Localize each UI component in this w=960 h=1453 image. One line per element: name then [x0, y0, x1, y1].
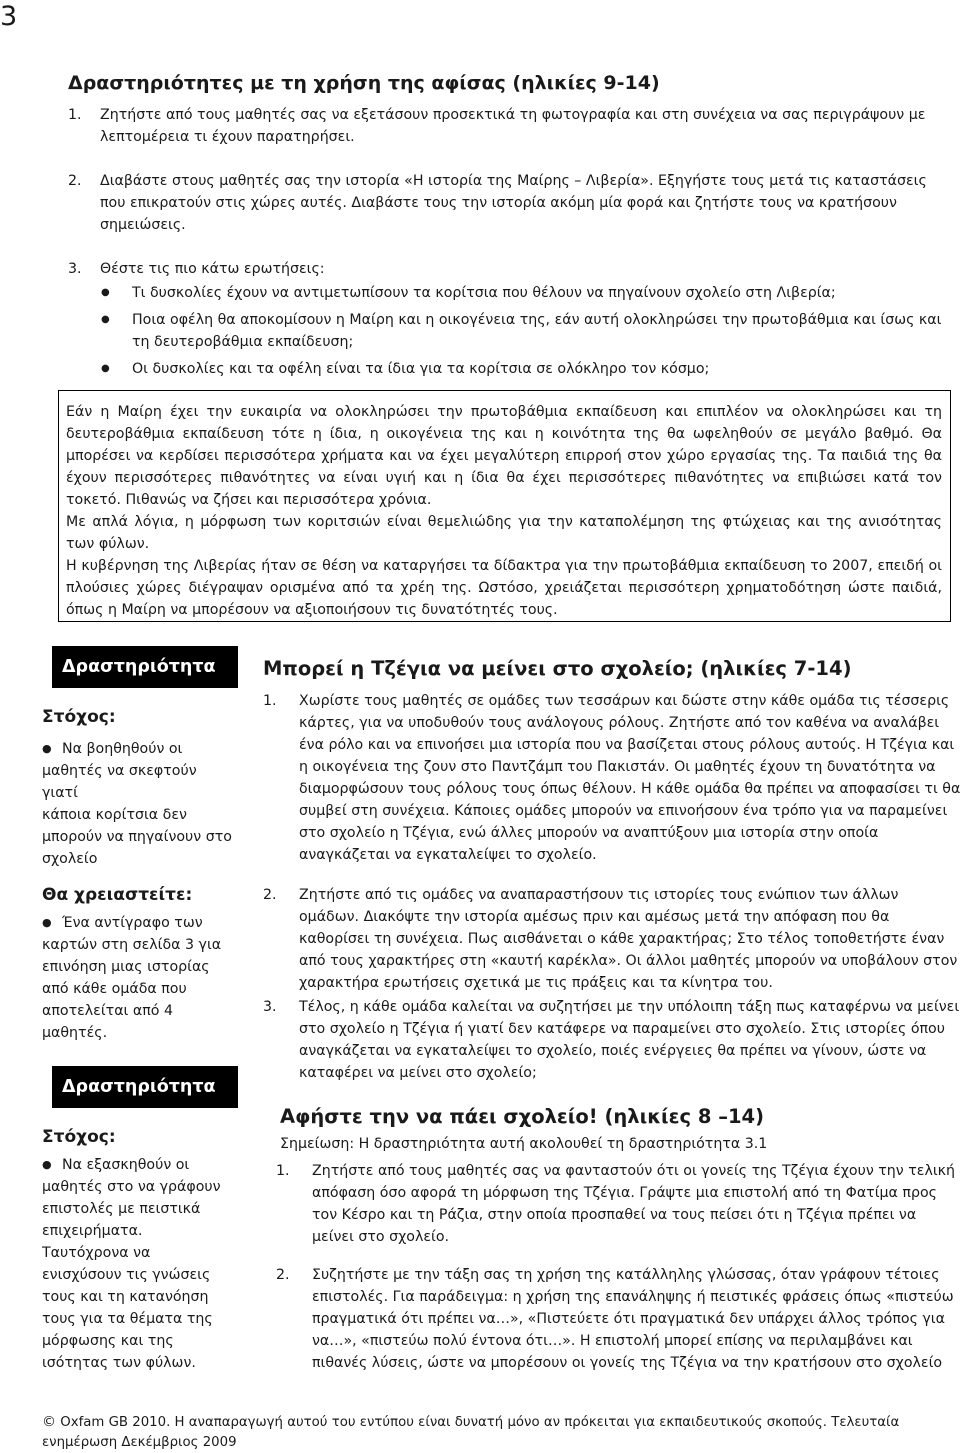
info-box	[58, 390, 951, 622]
item-number: 3.	[68, 261, 82, 277]
info-paragraph: Με απλά λόγια, η μόρφωση των κοριτσιών είναι θεμελιώδης για την καταπολέμηση της φτώχειας και της ανισότητας των φύλων.	[66, 514, 942, 552]
list-item	[68, 170, 952, 236]
list-item	[68, 104, 952, 148]
needs-heading: Θα χρειαστείτε:	[42, 885, 193, 905]
item-number: 3.	[263, 999, 277, 1015]
item-text: Τέλος, η κάθε ομάδα καλείται να συζητήσει με την υπόλοιπη τάξη πως καταφέρνω να μείνει στο σχολείο η Τζέγια ή γιατί δεν κατάφερε να παραμείνει στο σχολείο. Στις ιστορίες όπου αναγκάζεται να εγκαταλείψει το σχολείο, ποιές ενέργειες θα πρέπει να γίνουν, ώστε να καταφέρει να μείνει στο σχολείο;	[299, 999, 960, 1081]
item-text: Ζητήστε από τους μαθητές σας να φανταστούν ότι οι γονείς της Τζέγια έχουν την τελική απόφαση όσο αφορά τη μόρφωση της Τζέγια. Γράψτε μια επιστολή από τη Φατίμα προς τον Κέσρο και τη Ράζια, στην οποία προσπαθεί να τους πείσει ότι η Τζέγια πρέπει να μείνει στο σχολείο.	[312, 1163, 955, 1245]
goal-heading: Στόχος:	[42, 707, 116, 727]
goal-item: ● Να εξασκηθούν οι μαθητές στο να γράφουν επιστολές με πειστικά επιχειρήματα. Ταυτόχρονα να ενισχύσουν τις γνώσεις τους και τη κατανόηση τους για τα θέματα της μόρφωσης και της ισότητας των φύλων.	[42, 1154, 242, 1374]
list-item	[263, 690, 960, 866]
needs-item: ● Ένα αντίγραφο των καρτών στη σελίδα 3 για επινόηση μιας ιστορίας από κάθε ομάδα που αποτελείται από 4 μαθητές.	[42, 912, 232, 1044]
item-number: 2.	[263, 887, 277, 903]
list-item	[263, 996, 960, 1084]
question-item: ● Ποια οφέλη θα αποκομίσουν η Μαίρη και η οικογένεια της, εάν αυτή ολοκληρώσει την πρωτοβάθμια και ίσως και τη δευτεροβάθμια εκπαίδευση;	[100, 309, 952, 353]
item-number: 1.	[263, 693, 277, 709]
bullet-icon: ●	[42, 742, 52, 755]
page-number: 3	[0, 1, 18, 32]
footer	[42, 1412, 952, 1453]
activity-title: Αφήστε την να πάει σχολείο! (ηλικίες 8 –14)	[280, 1105, 765, 1128]
goal-item: ● Να βοηθηθούν οι μαθητές να σκεφτούν γιατί κάποια κορίτσια δεν μπορούν να πηγαίνουν στο σχολείο	[42, 738, 232, 870]
activity-note: Σημείωση: Η δραστηριότητα αυτή ακολουθεί τη δραστηριότητα 3.1	[280, 1136, 768, 1152]
section-heading: Δραστηριότητες με τη χρήση της αφίσας (ηλικίες 9-14)	[68, 72, 660, 94]
item-text: Χωρίστε τους μαθητές σε ομάδες των τεσσάρων και δώστε στην κάθε ομάδα τις τέσσερις κάρτες, για να υποδυθούν τους ανάλογους ρόλους. Ζητήστε από τον καθένα να αναλάβει ένα ρόλο και να επινοήσει μια ιστορία που να βασίζεται στους ρόλους αυτούς. Η Τζέγια και η οικογένεια της ζουν στο Παντζάμπ του Πακιστάν. Οι μαθητές έχουν τη δυνατότητα να διαμορφώσουν τους ρόλους τους όπως θέλουν. Η κάθε ομάδα θα πρέπει να αποφασίσει τι θα συμβεί στη συνέχεια. Κάποιες ομάδες μπορούν να επινοήσουν ένα τρόπο για να παραμείνει στο σχολείο η Τζέγια, ενώ άλλες μπορούν να αναπτύξουν μια ιστορία στην οποία αναγκάζεται να εγκαταλείψει το σχολείο.	[299, 693, 960, 863]
copyright-icon: ©	[42, 1414, 56, 1430]
bullet-icon: ●	[42, 1158, 52, 1171]
footer-text: Oxfam GB 2010. Η αναπαραγωγή αυτού του εντύπου είναι δυνατή μόνο αν πρόκειται για εκπαιδευτικούς σκοπούς. Τελευταία ενημέρωση Δεκέμβριος 2009	[42, 1415, 900, 1450]
list-item	[263, 884, 960, 994]
activity-title: Μπορεί η Τζέγια να μείνει στο σχολείο; (ηλικίες 7-14)	[263, 657, 852, 680]
item-number: 2.	[276, 1267, 290, 1283]
item-text: Συζητήστε με την τάξη σας τη χρήση της κατάλληλης γλώσσας, όταν γράφουν τέτοιες επιστολές. Για παράδειγμα: η χρήση της επανάληψης ή πειστικές φράσεις όπως «πιστεύω πραγματικά ότι πρέπει να…», «Πιστεύετε ότι πραγματικά δεν υπάρχει άλλος τρόπος για να…», «πιστεύω πολύ έντονα ότι…». Η επιστολή μπορεί επίσης να περιλαμβάνει και πιθανές λύσεις, ώστε να μπορέσουν οι γονείς της Τζέγια να την κρατήσουν στο σχολείο	[312, 1267, 954, 1371]
question-list	[100, 282, 952, 385]
item-number: 1.	[276, 1163, 290, 1179]
activity-sidebar	[42, 706, 232, 1044]
bullet-icon: ●	[42, 916, 52, 929]
goal-heading: Στόχος:	[42, 1127, 116, 1147]
question-item: ● Τι δυσκολίες έχουν να αντιμετωπίσουν τα κορίτσια που θέλουν να πηγαίνουν σχολείο στη Λιβερία;	[100, 282, 952, 304]
activity-sidebar	[42, 1126, 242, 1374]
item-text: Ζητήστε από τους μαθητές σας να εξετάσουν προσεκτικά τη φωτογραφία και στη συνέχεια να σας περιγράψουν με λεπτομέρεια τι έχουν παρατηρήσει.	[100, 107, 926, 145]
question-item: ● Οι δυσκολίες και τα οφέλη είναι τα ίδια για τα κορίτσια σε ολόκληρο τον κόσμο;	[100, 358, 952, 380]
item-text: Θέστε τις πιο κάτω ερωτήσεις:	[100, 261, 325, 277]
item-text: Διαβάστε στους μαθητές σας την ιστορία «Η ιστορία της Μαίρης – Λιβερία». Εξηγήστε τους μετά τις καταστάσεις που επικρατούν στις χώρες αυτές. Διαβάστε τους την ιστορία ακόμη μία φορά και ζητήστε τους να κρατήσουν σημειώσεις.	[100, 173, 927, 233]
info-paragraph: Εάν η Μαίρη έχει την ευκαιρία να ολοκληρώσει την πρωτοβάθμια εκπαίδευση και επιπλέον να ολοκληρώσει και τη δευτεροβάθμια εκπαίδευση τότε η ίδια, η οικογένεια της και η κοινότητα της θα ωφεληθούν σε μεγάλο βαθμό. Θα μπορέσει να κερδίσει περισσότερα χρήματα και να έχει μεγαλύτερη επιρροή στον χώρο εργασίας της. Τα παιδιά της θα έχουν περισσότερες πιθανότητες να είναι υγιή και η ίδια θα έχει περισσότερες πιθανότητες να επιβιώσει κατά τον τοκετό. Πιθανώς να ζήσει και περισσότερα χρόνια.	[66, 404, 942, 508]
activity-label: Δραστηριότητα 3.2	[52, 1066, 238, 1108]
item-number: 1.	[68, 107, 82, 123]
activity-label: Δραστηριότητα 3.1	[52, 646, 238, 688]
list-item	[276, 1264, 956, 1374]
info-paragraph: Η κυβέρνηση της Λιβερίας ήταν σε θέση να καταργήσει τα δίδακτρα για την πρωτοβάθμια εκπαίδευση το 2007, επειδή οι πλούσιες χώρες διέγραψαν ορισμένα από τα χρέη της. Ωστόσο, χρειάζεται περισσότερη χρηματοδότηση ώστε παιδιά, όπως η Μαίρη να μπορέσουν να αξιοποιήσουν τις δυνατότητές τους.	[66, 558, 942, 618]
list-item	[68, 258, 952, 280]
item-text: Ζητήστε από τις ομάδες να αναπαραστήσουν τις ιστορίες τους ενώπιον των άλλων ομάδων. Διακόψτε την ιστορία αμέσως πριν και αμέσως μετά την απόφαση που θα καθορίσει τη συνέχεια. Πως αισθάνεται ο κάθε χαρακτήρας; Στο τέλος τοποθετήστε έναν από τους χαρακτήρες στη «καυτή καρέκλα». Οι άλλοι μαθητές μπορούν να υποβάλουν στον χαρακτήρα ερωτήσεις σχετικά με τις πράξεις και τα κίνητρα του.	[299, 887, 958, 991]
list-item	[276, 1160, 956, 1248]
item-number: 2.	[68, 173, 82, 189]
